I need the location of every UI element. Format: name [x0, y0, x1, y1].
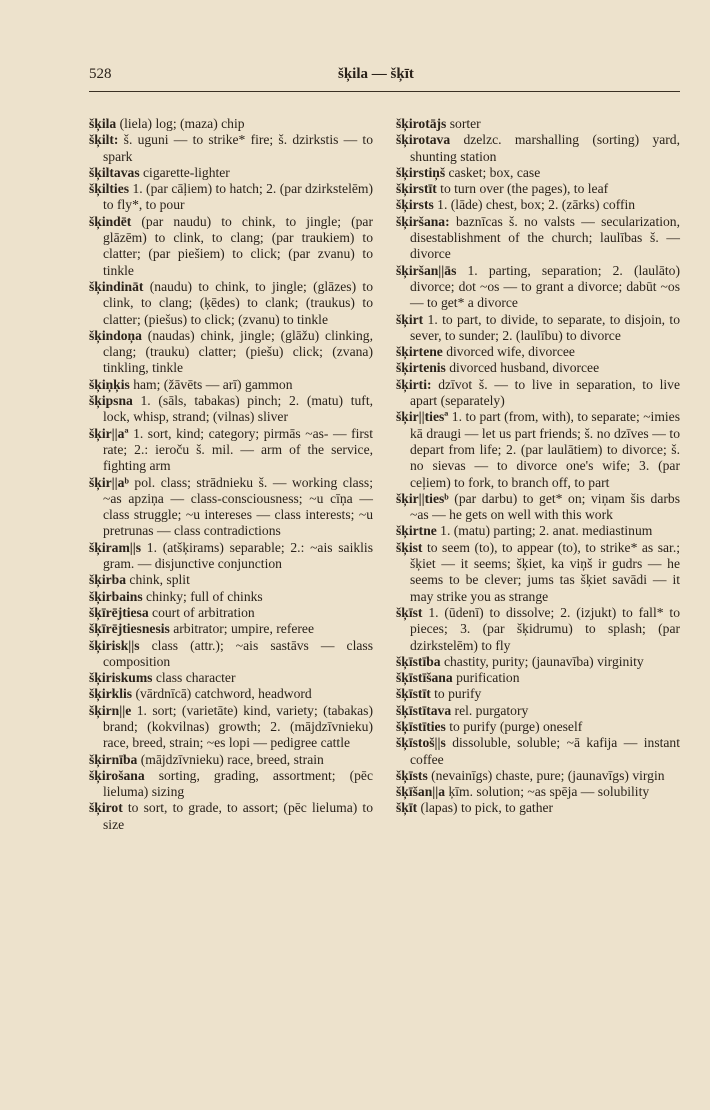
dictionary-entry — [396, 214, 680, 263]
dictionary-entry — [89, 165, 373, 181]
entry-definition: to turn over (the pages), to leaf — [436, 181, 609, 197]
dictionary-entry — [396, 686, 680, 702]
entry-headword: šķiram||s — [89, 539, 142, 555]
entry-definition: rel. purgatory — [451, 702, 529, 718]
entry-definition: chink, split — [126, 572, 190, 588]
entry-definition: 1. (ūdenī) to dissolve; 2. (izjukt) to fall* to pieces; 3. (par šķidrumu) to splash; (par dzirkstelēm) to fly — [410, 604, 680, 653]
entry-definition: (nevainīgs) chaste, pure; (jaunavīgs) virgin — [427, 767, 665, 783]
running-head: šķila — šķīt — [338, 66, 414, 82]
dictionary-entry — [396, 377, 680, 410]
entry-headword: šķirti: — [396, 376, 432, 392]
entry-headword: šķirnība — [89, 751, 138, 767]
dictionary-entry — [89, 426, 373, 475]
entry-headword: šķīstība — [396, 653, 441, 669]
entry-headword: šķirtenis — [396, 360, 446, 376]
page-header — [89, 66, 680, 88]
dictionary-entry — [89, 116, 373, 132]
dictionary-entry — [396, 409, 680, 490]
entry-definition: sorter — [446, 116, 481, 131]
entry-definition: 1. (sāls, tabakas) pinch; 2. (matu) tuft, lock, whisp, strand; (vilnas) sliver — [103, 393, 373, 425]
entry-headword: šķilties — [89, 181, 130, 197]
entry-definition: dissoluble, soluble; ~ā kafija — instant coffee — [410, 735, 680, 767]
dictionary-entry — [89, 589, 373, 605]
entry-headword: šķirba — [89, 572, 127, 588]
entry-headword: šķirtne — [396, 523, 437, 539]
entry-definition: arbitrator; umpire, referee — [169, 621, 314, 637]
entry-headword: šķirklis — [89, 686, 133, 702]
entry-headword: šķirt — [396, 311, 424, 327]
dictionary-entry — [396, 132, 680, 165]
dictionary-entry — [89, 768, 373, 801]
entry-headword: šķirstiņš — [396, 164, 446, 180]
entry-definition: to seem (to), to appear (to), to strike* as sar.; šķiet — it seems; šķiet, ka viņš ir gudrs — he seems to be clever; jums tas šķiet savādi — it may strike you as strange — [410, 539, 680, 604]
entry-definition: to purify (purge) oneself — [445, 718, 583, 734]
entry-headword: šķīstīt — [396, 686, 431, 702]
entry-definition: 1. (par cāļiem) to hatch; 2. (par dzirkstelēm) to fly*, to pour — [103, 181, 373, 213]
dictionary-entry — [396, 719, 680, 735]
entry-definition: chinky; full of chinks — [142, 588, 263, 604]
dictionary-entry — [396, 800, 680, 816]
dictionary-entry — [396, 312, 680, 345]
entry-headword: šķir||tiesª — [396, 409, 449, 425]
entry-definition: (par naudu) to chink, to jingle; (par glāzēm) to clink, to clang; (par traukiem) to clatter; (par piešiem) to click; (par zvanu) to tinkle — [103, 213, 373, 278]
entry-definition: 1. sort; (varietāte) kind, variety; (tabakas) brand; (kokvilnas) growth; 2. (mājdzīvnieku) race, breed, strain; ~es lopi — pedigree cattle — [103, 702, 373, 751]
entry-headword: šķila — [89, 116, 117, 131]
entry-definition: (par darbu) to get* on; viņam šis darbs ~as — he gets on well with this work — [410, 490, 680, 523]
dictionary-entry — [396, 735, 680, 768]
entry-headword: šķīstīties — [396, 718, 446, 734]
entry-headword: šķindināt — [89, 278, 144, 294]
dictionary-entry — [89, 638, 373, 671]
entry-headword: šķindoņa — [89, 327, 142, 343]
dictionary-entry — [89, 475, 373, 540]
entry-headword: šķir||tiesᵇ — [396, 490, 449, 506]
entry-definition: divorced husband, divorcee — [445, 360, 600, 376]
entry-definition: divorced wife, divorcee — [442, 344, 575, 360]
entry-headword: šķindēt — [89, 213, 132, 229]
left-column — [89, 116, 373, 833]
entry-definition: (liela) log; (maza) chip — [116, 116, 245, 131]
entry-definition: chastity, purity; (jaunavība) virginity — [440, 653, 644, 669]
dictionary-entry — [89, 752, 373, 768]
entry-headword: šķīstīšana — [396, 670, 453, 686]
dictionary-entry — [89, 328, 373, 377]
dictionary-entry — [396, 523, 680, 539]
entry-definition: (naudas) chink, jingle; (glāžu) clinking, clang; (trauku) clatter; (piešu) click; (zvana) tinkling, tinkle — [103, 327, 373, 376]
entry-definition: 1. (atšķirams) separable; 2.: ~ais saiklis gram. — disjunctive conjunction — [103, 539, 373, 572]
entry-definition: dzīvot š. — to live in separation, to live apart (separately) — [410, 376, 680, 409]
entry-definition: 1. parting, separation; 2. (laulāto) divorce; dot ~os — to grant a divorce; dabūt ~os — to get* a divorce — [410, 262, 680, 311]
entry-definition: ķīm. solution; ~as spēja — solubility — [445, 784, 650, 800]
entry-headword: šķilt: — [89, 132, 119, 148]
entry-definition: purification — [452, 670, 520, 686]
entry-headword: šķir||aᵇ — [89, 474, 129, 490]
entry-headword: šķirbains — [89, 588, 143, 604]
header-rule — [89, 91, 680, 92]
dictionary-entry — [396, 768, 680, 784]
right-column — [396, 116, 680, 817]
entry-headword: šķirotava — [396, 132, 451, 148]
page-number: 528 — [89, 66, 112, 82]
entry-headword: šķirisk||s — [89, 637, 140, 653]
entry-headword: šķipsna — [89, 393, 133, 409]
entry-headword: šķir||aª — [89, 425, 129, 441]
dictionary-entry — [396, 491, 680, 524]
entry-definition: 1. sort, kind; category; pirmās ~as- — first rate; 2.: ieroču š. mil. — arm of the service, fighting arm — [103, 425, 373, 474]
entry-headword: šķīstītava — [396, 702, 452, 718]
dictionary-entry — [396, 540, 680, 605]
entry-headword: šķiltavas — [89, 164, 140, 180]
entry-headword: šķirot — [89, 800, 123, 816]
entry-headword: šķirošana — [89, 767, 145, 783]
dictionary-entry — [89, 686, 373, 702]
entry-headword: šķiņķis — [89, 376, 130, 392]
entry-definition: court of arbitration — [148, 604, 255, 620]
entry-definition: (lapas) to pick, to gather — [417, 800, 554, 816]
entry-headword: šķiršan||ās — [396, 262, 457, 278]
dictionary-entry — [396, 344, 680, 360]
dictionary-entry — [396, 703, 680, 719]
entry-headword: šķiršana: — [396, 213, 450, 229]
entry-definition: 1. (matu) parting; 2. anat. mediastinum — [436, 523, 653, 539]
dictionary-entry — [89, 377, 373, 393]
dictionary-entry — [396, 605, 680, 654]
dictionary-entry — [89, 132, 373, 165]
dictionary-entry — [396, 654, 680, 670]
dictionary-entry — [89, 279, 373, 328]
dictionary-entry — [89, 800, 373, 833]
dictionary-entry — [396, 181, 680, 197]
entry-headword: šķīst — [396, 604, 423, 620]
dictionary-entry — [89, 181, 373, 214]
dictionary-entry — [89, 393, 373, 426]
entry-definition: 1. to part, to divide, to separate, to disjoin, to sever, to sunder; 2. (laulību) to divorce — [410, 311, 680, 343]
dictionary-entry — [89, 621, 373, 637]
dictionary-entry — [396, 197, 680, 213]
dictionary-entry — [89, 572, 373, 588]
entry-definition: (mājdzīvnieku) race, breed, strain — [137, 751, 324, 767]
entry-headword: šķirotājs — [396, 116, 447, 131]
entry-headword: šķirstīt — [396, 181, 437, 197]
entry-definition: 1. to part (from, with), to separate; ~imies kā draugi — let us part friends; š. no dzīves — to depart from life; 2. (par laulātiem) to divorce; š. no sievas — to divorce one's wife; 3. (par ceļiem) to fork, to branch off, to part — [410, 409, 680, 490]
entry-headword: šķīrējtiesa — [89, 604, 149, 620]
entry-headword: šķīrējtiesnesis — [89, 621, 170, 637]
entry-definition: dzelzc. marshalling (sorting) yard, shunting station — [410, 132, 680, 164]
entry-definition: sorting, grading, assortment; (pēc lieluma) sizing — [103, 767, 373, 800]
entry-headword: šķīšan||a — [396, 784, 446, 800]
entry-definition: cigarette-lighter — [139, 164, 230, 180]
entry-definition: pol. class; strādnieku š. — working class; ~as apziņa — class-consciousness; ~u cīņa — class struggle; ~u intereses — class interests; ~u pretrunas — class contradictions — [103, 474, 373, 539]
dictionary-entry — [89, 214, 373, 279]
dictionary-entry — [89, 540, 373, 573]
dictionary-entry — [89, 703, 373, 752]
dictionary-entry — [396, 670, 680, 686]
entry-definition: (naudu) to chink, to jingle; (glāzes) to clink, to clang; (ķēdes) to clank; (traukus) to clatter; (piešus) to click; (zvanu) to tinkle — [103, 278, 373, 327]
dictionary-entry — [396, 360, 680, 376]
entry-headword: šķirsts — [396, 197, 434, 213]
entry-definition: (vārdnīcā) catchword, headword — [132, 686, 312, 702]
entry-headword: šķist — [396, 539, 423, 555]
entry-headword: šķiriskums — [89, 670, 153, 686]
entry-definition: to sort, to grade, to assort; (pēc lieluma) to size — [103, 800, 373, 832]
entry-headword: šķīstoš||s — [396, 735, 446, 751]
entry-definition: class (attr.); ~ais sastāvs — class composition — [103, 637, 373, 669]
dictionary-entry — [396, 165, 680, 181]
entry-headword: šķīsts — [396, 767, 428, 783]
entry-definition: baznīcas š. no valsts — secularization, disestablishment of the church; laulības š. — divorce — [410, 213, 680, 262]
entry-definition: ham; (žāvēts — arī) gammon — [129, 376, 293, 392]
entry-headword: šķīt — [396, 800, 418, 816]
entry-definition: casket; box, case — [445, 164, 541, 180]
dictionary-entry — [396, 784, 680, 800]
entry-headword: šķirtene — [396, 344, 443, 360]
entry-definition: 1. (lāde) chest, box; 2. (zārks) coffin — [433, 197, 636, 213]
entry-definition: to purify — [430, 686, 482, 702]
dictionary-entry — [89, 670, 373, 686]
dictionary-entry — [396, 116, 680, 132]
dictionary-entry — [89, 605, 373, 621]
entry-headword: šķirn||e — [89, 702, 132, 718]
entry-definition: š. uguni — to strike* fire; š. dzirkstis — to spark — [103, 132, 373, 164]
entry-definition: class character — [152, 670, 236, 686]
dictionary-entry — [396, 263, 680, 312]
